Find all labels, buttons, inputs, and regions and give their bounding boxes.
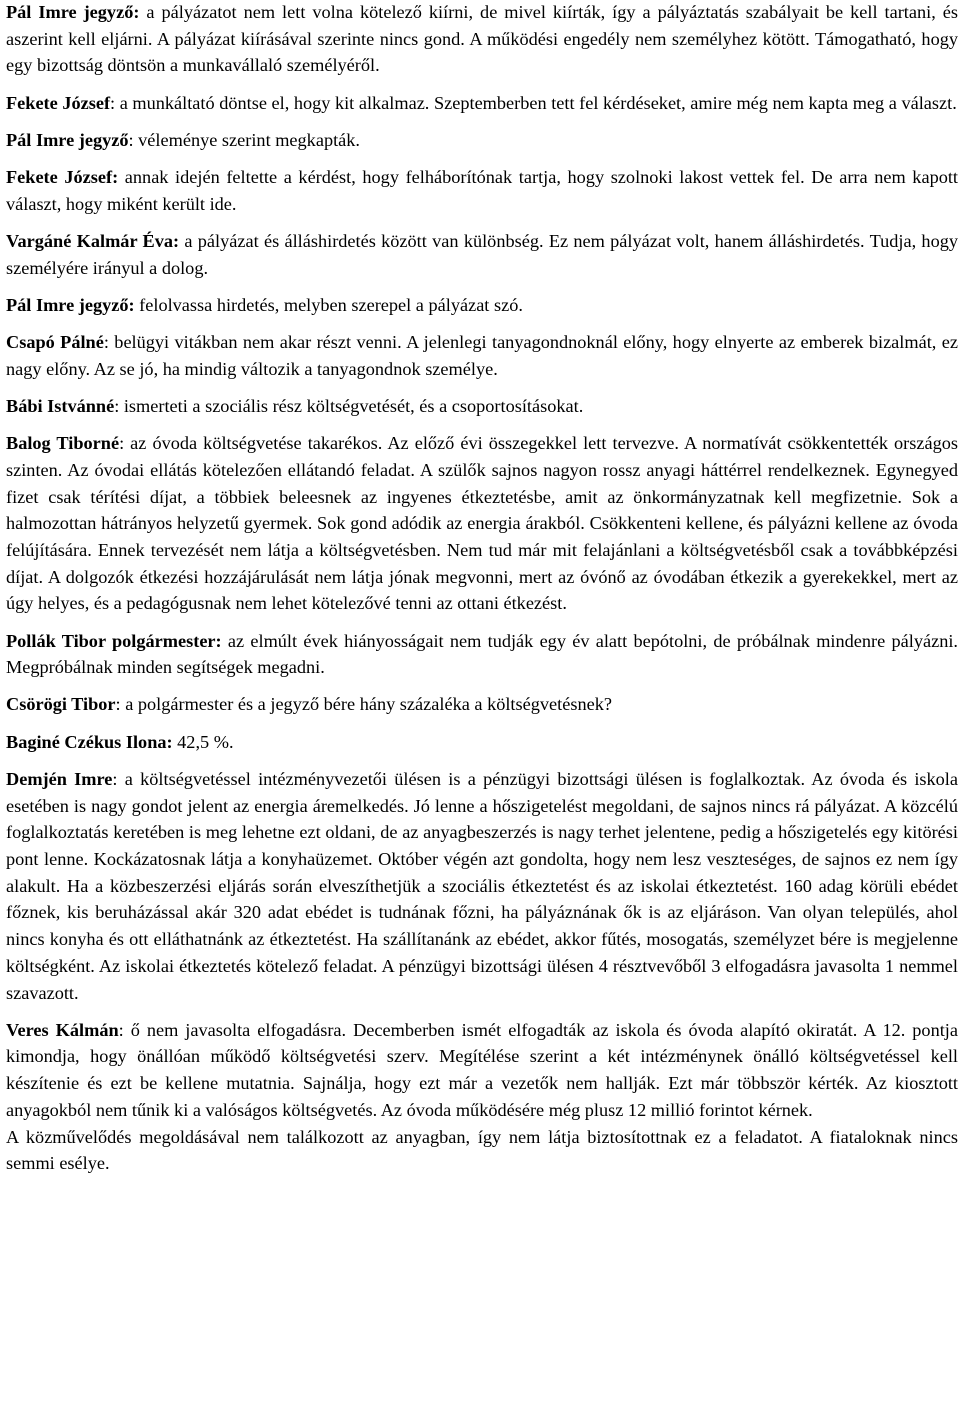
paragraph-bagine-czekus-ilona: [6, 729, 958, 756]
speaker-name: Bábi Istvánné: [6, 395, 115, 416]
speaker-name: Pál Imre jegyző:: [6, 2, 140, 22]
speaker-name: Csörögi Tibor: [6, 694, 116, 715]
speaker-name: Vargáné Kalmár Éva:: [6, 230, 180, 251]
statement-text: : véleménye szerint megkapták.: [128, 129, 360, 150]
speaker-name: Pál Imre jegyző: [6, 129, 129, 150]
statement-text: annak idején feltette a kérdést, hogy felháborítónak tartja, hogy szolnoki lakost vettek fel. De arra nem kapott választ, hogy miként került ide.: [6, 167, 959, 214]
paragraph-csapo-palne: [6, 329, 958, 382]
speaker-name: Demjén Imre: [6, 768, 113, 789]
paragraph-pal-imre-1: [6, 0, 958, 79]
speaker-name: Baginé Czékus Ilona:: [6, 731, 173, 752]
paragraph-pollak-tibor: [6, 628, 958, 681]
statement-text: : belügyi vitákban nem akar részt venni. A jelenlegi tanyagondnoknál előny, hogy elnyerte az emberek bizalmát, ez nagy előny. Az se jó, ha mindig változik a tanyagondnok személye.: [6, 332, 958, 379]
paragraph-vargane-kalmar-eva: [6, 228, 958, 281]
document-page: [6, 0, 958, 1187]
paragraph-csorogi-tibor: [6, 691, 958, 718]
speaker-name: Fekete József: [6, 92, 111, 113]
paragraph-babi-istvanne: [6, 393, 958, 420]
statement-text: A közművelődés megoldásával nem találkozott az anyagban, így nem látja biztosítottnak ez a feladatot. A fiataloknak nincs semmi esélye.: [6, 1126, 958, 1174]
statement-text: a pályázatot nem lett volna kötelező kiírni, de mivel kiírták, így a pályáztatás szabályait be kell tartani, és aszerint kell eljárni. A pályázat kiírásával szerinte nincs gond. A működési engedély nem személyhez kötött. Támogatható, hogy egy bizottság döntsön a munkavállaló személyéről.: [6, 2, 958, 76]
statement-text: : a költségvetéssel intézményvezetői ülésen is a pénzügyi bizottsági ülésen is foglalkoztak. Az óvoda és iskola esetében is nagy gondot jelent az energia áremelkedés. Jó lenne a hőszigetelést megoldani, de sajnos nincs rá pályázat. A közcélú foglalkoztatás keretében is meg lehetne ezt oldani, de az anyagbeszerzés is nagy terhet jelentene, pedig a hőszigetelés egy kitörési pont lenne. Kockázatosnak látja a konyhaüzemet. Október végén azt gondolta, hogy nem lesz veszteséges, de sajnos ez nem így alakult. Ha a közbeszerzési eljárás során elveszíthetjük a szociális étkeztetést és az iskolai étkeztetést. 160 adag körüli ebédet főznek, kis beruházással akár 320 adat ebédet is tudnának főzni, ha pályáznának ők is az eljáráson. Van olyan település, ahol nincs konyha és ott elláthatnánk az étkeztetést. Ha szállítanánk az ebédet, akkor fűtés, mosogatás, személyzet bére is megjelenne költségként. Az iskolai étkeztetés kötelező feladat. A pénzügyi bizottsági ülésen 4 résztvevőből 3 elfogadásra javasolta 1 nemmel szavazott.: [6, 768, 958, 1003]
statement-text: : ő nem javasolta elfogadásra. Decemberben ismét elfogadták az iskola és óvoda alapító okiratát. A 12. pontja kimondja, hogy önállóan működő költségvetési szerv. Megítélése szerint a két intézménynek önálló költségvetéssel kell készítenie és ezt be kellene mutatnia. Sajnálja, hogy ezt már a vezetők nem hallják. Ezt már többször kérték. Az kiosztott anyagokból nem tűnik ki a valóságos költségvetés. Az óvoda működésére még plusz 12 millió forintot kérnek.: [6, 1019, 958, 1120]
statement-text: : az óvoda költségvetése takarékos. Az előző évi összegekkel lett tervezve. A normatívát csökkentették országos szinten. Az óvodai ellátás kötelezően ellátandó feladat. A szülők sajnos nagyon rossz anyagi háttérrel rendelkeznek. Egynegyed fizet csak térítési díjat, a többiek beleesnek az ingyenes étkeztetésbe, amit az önkormányzatnak kell megfizetnie. Sok a halmozottan hátrányos helyzetű gyermek. Sok gond adódik az energia árakból. Csökkenteni kellene, és pályázni kellene az óvoda felújítására. Ennek tervezését nem látja a költségvetésben. Nem tud már mit felajánlani a költségvetésből csak a továbbképzési díjat. A dolgozók étkezési hozzájárulását nem látja jónak megvonni, mert az óvónő az óvodában étkezik a gyerekekkel, mert az úgy helyes, és a pedagógusnak nem lehet kötelezővé tenni az ottani étkezést.: [6, 433, 958, 614]
speaker-name: Veres Kálmán: [6, 1019, 119, 1040]
speaker-name: Balog Tiborné: [6, 433, 120, 454]
statement-text: : a munkáltató döntse el, hogy kit alkalmaz. Szeptemberben tett fel kérdéseket, amire még nem kapta meg a választ.: [110, 92, 957, 113]
speaker-name: Csapó Pálné: [6, 332, 104, 353]
paragraph-fekete-jozsef-2: [6, 164, 958, 217]
paragraph-balog-tiborne: [6, 430, 958, 617]
paragraph-kozmuvelodes: [6, 1124, 958, 1177]
statement-text: 42,5 %.: [172, 731, 234, 752]
statement-text: a pályázat és álláshirdetés között van különbség. Ez nem pályázat volt, hanem álláshirdetés. Tudja, hogy személyére irányul a dolog.: [6, 230, 958, 278]
paragraph-pal-imre-2: [6, 127, 958, 154]
speaker-name: Fekete József:: [6, 167, 119, 188]
paragraph-demjen-imre: [6, 766, 958, 1006]
statement-text: : ismerteti a szociális rész költségvetését, és a csoportosításokat.: [114, 395, 584, 416]
paragraph-veres-kalman: [6, 1017, 958, 1124]
speaker-name: Pál Imre jegyző:: [6, 294, 135, 315]
paragraph-fekete-jozsef-1: [6, 90, 958, 117]
statement-text: felolvassa hirdetés, melyben szerepel a pályázat szó.: [134, 294, 523, 315]
statement-text: : a polgármester és a jegyző bére hány százaléka a költségvetésnek?: [115, 694, 612, 715]
statement-text: az elmúlt évek hiányosságait nem tudják egy év alatt bepótolni, de próbálnak mindenre pályázni. Megpróbálnak minden segítségek megadni.: [6, 630, 958, 678]
speaker-name: Pollák Tibor polgármester:: [6, 630, 222, 651]
paragraph-pal-imre-3: [6, 292, 958, 319]
